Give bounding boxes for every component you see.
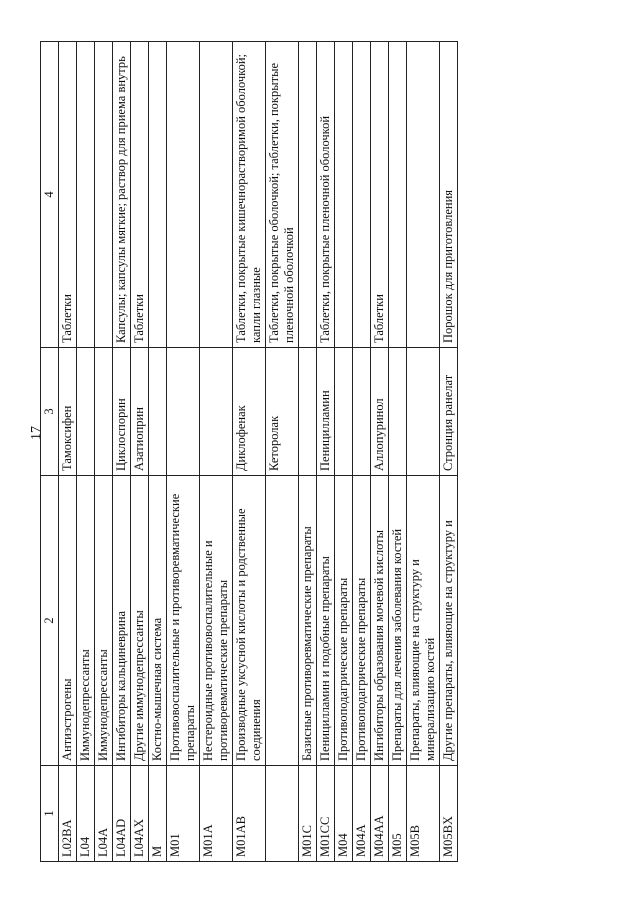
atc-code-cell: M05B bbox=[407, 766, 440, 862]
atc-code-cell: L04AD bbox=[113, 766, 131, 862]
group-name-cell: Препараты, влияющие на структуру и минерализацию костей bbox=[407, 476, 440, 766]
drug-name-cell: Диклофенак bbox=[233, 348, 266, 476]
dosage-form-cell bbox=[407, 42, 440, 348]
table-row bbox=[335, 42, 353, 862]
dosage-form-cell bbox=[299, 42, 317, 348]
drug-name-cell: Аллопуринол bbox=[371, 348, 389, 476]
atc-code-cell: M04AA bbox=[371, 766, 389, 862]
drug-name-cell bbox=[167, 348, 200, 476]
header-col-4: 4 bbox=[41, 42, 59, 348]
table-row bbox=[200, 42, 233, 862]
group-name-cell: Нестероидные противовоспалительные и противоревматические препараты bbox=[200, 476, 233, 766]
drug-name-cell bbox=[299, 348, 317, 476]
atc-code-cell: L04 bbox=[77, 766, 95, 862]
atc-code-cell: L04A bbox=[95, 766, 113, 862]
dosage-form-cell: Таблетки, покрытые кишечнорастворимой оболочкой; капли глазные bbox=[233, 42, 266, 348]
dosage-form-cell: Капсулы; капсулы мягкие; раствор для приема внутрь bbox=[113, 42, 131, 348]
group-name-cell: Производные уксусной кислоты и родственные соединения bbox=[233, 476, 266, 766]
drug-name-cell: Азатиоприн bbox=[131, 348, 149, 476]
table-row bbox=[440, 42, 458, 862]
dosage-form-cell: Порошок для приготовления bbox=[440, 42, 458, 348]
table-row bbox=[299, 42, 317, 862]
dosage-form-cell bbox=[149, 42, 167, 348]
atc-code-cell: M01 bbox=[167, 766, 200, 862]
table-row bbox=[95, 42, 113, 862]
dosage-form-cell bbox=[77, 42, 95, 348]
table-row bbox=[167, 42, 200, 862]
atc-code-cell: M04A bbox=[353, 766, 371, 862]
group-name-cell bbox=[266, 476, 299, 766]
table-row bbox=[407, 42, 440, 862]
header-row bbox=[41, 42, 59, 862]
atc-code-cell: M05BX bbox=[440, 766, 458, 862]
drug-table bbox=[40, 41, 458, 862]
table-row bbox=[317, 42, 335, 862]
group-name-cell: Костно-мышечная система bbox=[149, 476, 167, 766]
table-row bbox=[113, 42, 131, 862]
group-name-cell: Препараты для лечения заболевания костей bbox=[389, 476, 407, 766]
group-name-cell: Противоподагрические препараты bbox=[335, 476, 353, 766]
dosage-form-cell: Таблетки bbox=[371, 42, 389, 348]
atc-code-cell: L04AX bbox=[131, 766, 149, 862]
table-row bbox=[131, 42, 149, 862]
drug-name-cell: Кеторолак bbox=[266, 348, 299, 476]
table-row bbox=[389, 42, 407, 862]
drug-name-cell bbox=[95, 348, 113, 476]
atc-code-cell: M01C bbox=[299, 766, 317, 862]
atc-code-cell: M04 bbox=[335, 766, 353, 862]
dosage-form-cell: Таблетки bbox=[131, 42, 149, 348]
atc-code-cell: L02BA bbox=[59, 766, 77, 862]
dosage-form-cell bbox=[389, 42, 407, 348]
dosage-form-cell: Таблетки, покрытые оболочкой; таблетки, покрытые пленочной оболочкой bbox=[266, 42, 299, 348]
dosage-form-cell bbox=[167, 42, 200, 348]
drug-name-cell bbox=[353, 348, 371, 476]
atc-code-cell: M05 bbox=[389, 766, 407, 862]
table-row bbox=[59, 42, 77, 862]
group-name-cell: Базисные противоревматические препараты bbox=[299, 476, 317, 766]
drug-name-cell: Пеницилламин bbox=[317, 348, 335, 476]
drug-name-cell bbox=[149, 348, 167, 476]
group-name-cell: Другие иммунодепрессанты bbox=[131, 476, 149, 766]
drug-name-cell: Стронция ранелат bbox=[440, 348, 458, 476]
drug-name-cell: Циклоспорин bbox=[113, 348, 131, 476]
atc-code-cell bbox=[266, 766, 299, 862]
group-name-cell: Антиэстрогены bbox=[59, 476, 77, 766]
drug-name-cell bbox=[200, 348, 233, 476]
group-name-cell: Другие препараты, влияющие на структуру и bbox=[440, 476, 458, 766]
dosage-form-cell bbox=[335, 42, 353, 348]
dosage-form-cell bbox=[95, 42, 113, 348]
group-name-cell: Пеницилламин и подобные препараты bbox=[317, 476, 335, 766]
group-name-cell: Иммунодепрессанты bbox=[95, 476, 113, 766]
drug-name-cell bbox=[77, 348, 95, 476]
atc-code-cell: M01AB bbox=[233, 766, 266, 862]
atc-code-cell: M01A bbox=[200, 766, 233, 862]
page-number: 17 bbox=[29, 426, 44, 440]
table-row bbox=[266, 42, 299, 862]
atc-code-cell: M bbox=[149, 766, 167, 862]
group-name-cell: Иммунодепрессанты bbox=[77, 476, 95, 766]
table-row bbox=[353, 42, 371, 862]
group-name-cell: Противоподагрические препараты bbox=[353, 476, 371, 766]
dosage-form-cell bbox=[353, 42, 371, 348]
header-col-2: 2 bbox=[41, 476, 59, 766]
header-col-1: 1 bbox=[41, 766, 59, 862]
group-name-cell: Ингибиторы образования мочевой кислоты bbox=[371, 476, 389, 766]
drug-name-cell bbox=[389, 348, 407, 476]
drug-name-cell: Тамоксифен bbox=[59, 348, 77, 476]
table-row bbox=[233, 42, 266, 862]
drug-name-cell bbox=[407, 348, 440, 476]
group-name-cell: Противовоспалительные и противоревматические препараты bbox=[167, 476, 200, 766]
group-name-cell: Ингибиторы кальциневрина bbox=[113, 476, 131, 766]
drug-name-cell bbox=[335, 348, 353, 476]
dosage-form-cell bbox=[200, 42, 233, 348]
rotated-page bbox=[40, 42, 612, 862]
atc-code-cell: M01CC bbox=[317, 766, 335, 862]
table-row bbox=[371, 42, 389, 862]
dosage-form-cell: Таблетки, покрытые пленочной оболочкой bbox=[317, 42, 335, 348]
dosage-form-cell: Таблетки bbox=[59, 42, 77, 348]
header-col-3: 3 bbox=[41, 348, 59, 476]
table-row bbox=[149, 42, 167, 862]
table-row bbox=[77, 42, 95, 862]
